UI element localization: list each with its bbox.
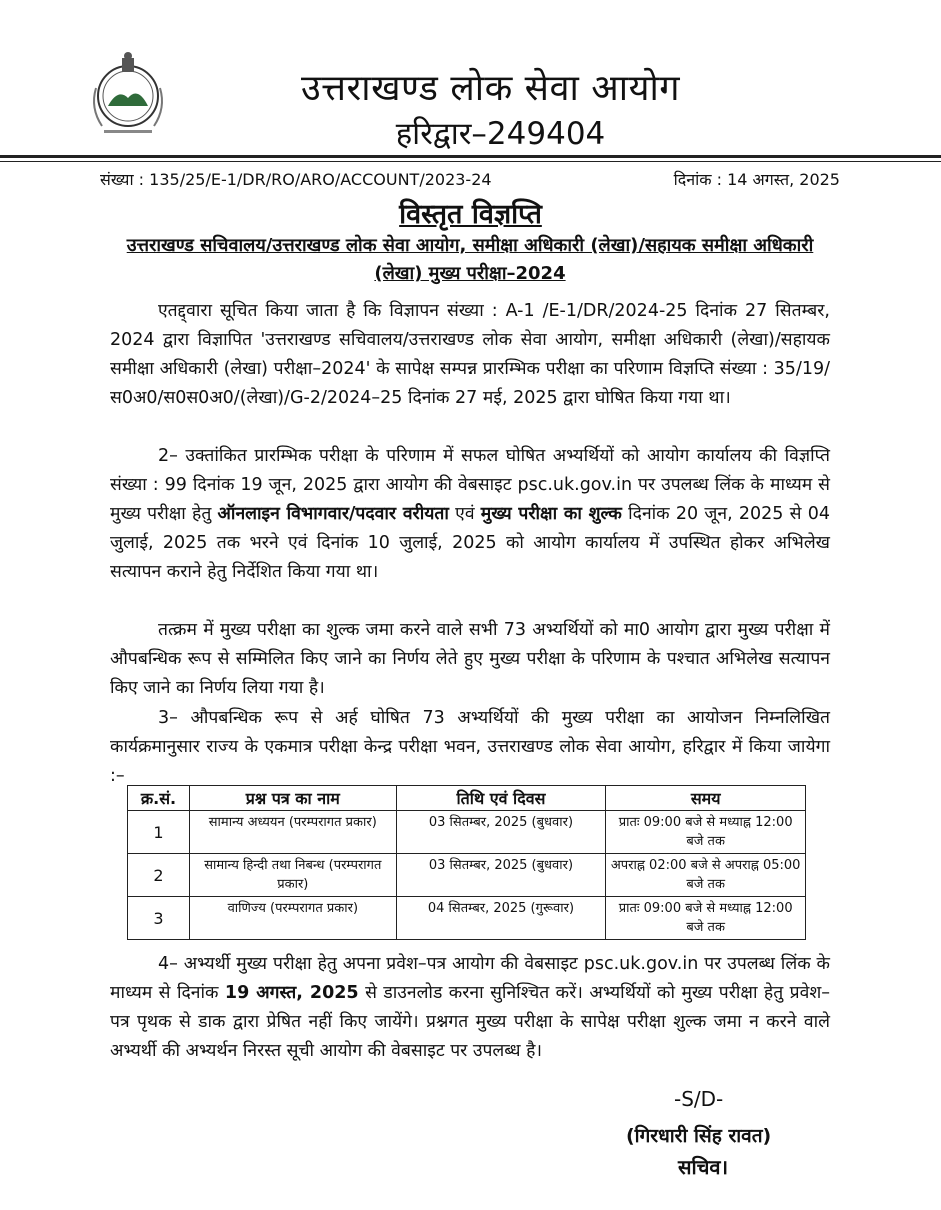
paragraph-2-bold-fee: मुख्य परीक्षा का शुल्क — [480, 504, 622, 524]
document-subject: उत्तराखण्ड सचिवालय/उत्तराखण्ड लोक सेवा आयोग, समीक्षा अधिकारी (लेखा)/सहायक समीक्षा अधिकारी (लेखा) मुख्य परीक्षा–2024 — [126, 235, 814, 284]
signatory-position: सचिव। — [678, 1155, 729, 1179]
organization-name: उत्तराखण्ड लोक सेवा आयोग — [300, 68, 681, 109]
table-header-paper: प्रश्न पत्र का नाम — [189, 786, 396, 811]
table-cell-paper: सामान्य अध्ययन (परम्परागत प्रकार) — [189, 811, 396, 854]
paragraph-4-text: 3– औपबन्धिक रूप से अर्ह घोषित 73 अभ्यर्थियों की मुख्य परीक्षा का आयोजन निम्नलिखित कार्यक्रमानुसार राज्य के एकमात्र परीक्षा केन्द्र परीक्षा भवन, उत्तराखण्ड लोक सेवा आयोग, हरिद्वार में किया जायेगा :– — [110, 708, 830, 786]
table-row — [128, 854, 806, 897]
signature-mark: -S/D- — [674, 1087, 724, 1111]
table-row — [128, 897, 806, 940]
table-cell-serial: 1 — [128, 811, 190, 854]
header-divider-thin — [0, 161, 941, 162]
table-cell-serial: 2 — [128, 854, 190, 897]
table-row — [128, 811, 806, 854]
table-cell-time: अपराह्न 02:00 बजे से अपराह्न 05:00 बजे तक — [606, 854, 806, 897]
signatory-name: (गिरधारी सिंह रावत) — [626, 1125, 772, 1147]
reference-date: दिनांक : 14 अगस्त, 2025 — [673, 170, 840, 189]
paragraph-3 — [110, 616, 830, 703]
document-title: विस्तृत विज्ञप्ति — [399, 199, 542, 230]
table-cell-time: प्रातः 09:00 बजे से मध्याह्न 12:00 बजे तक — [606, 811, 806, 854]
table-cell-date: 04 सितम्बर, 2025 (गुरूवार) — [396, 897, 606, 940]
reference-number: संख्या : 135/25/E-1/DR/RO/ARO/ACCOUNT/2023-24 — [100, 170, 492, 189]
table-cell-paper: वाणिज्य (परम्परागत प्रकार) — [189, 897, 396, 940]
table-cell-paper: सामान्य हिन्दी तथा निबन्ध (परम्परागत प्रकार) — [189, 854, 396, 897]
organization-city: हरिद्वार–249404 — [395, 116, 606, 152]
table-header-serial: क्र.सं. — [128, 786, 190, 811]
paragraph-5-text: 4– अभ्यर्थी मुख्य परीक्षा हेतु अपना प्रवेश–पत्र आयोग की वेबसाइट psc.uk.gov.in पर उपलब्ध लिंक के माध्यम से दिनांक — [110, 954, 830, 1003]
paragraph-3-text: तत्क्रम में मुख्य परीक्षा का शुल्क जमा करने वाले सभी 73 अभ्यर्थियों को मा0 आयोग द्वारा मुख्य परीक्षा में औपबन्धिक रूप से सम्मिलित किए जाने का निर्णय लेते हुए मुख्य परीक्षा के परिणाम के पश्चात अभिलेख सत्यापन किए जाने का निर्णय लिया गया है। — [110, 620, 830, 698]
paragraph-5-text-end: से डाउनलोड करना सुनिश्चित करें। अभ्यर्थियों को मुख्य परीक्षा हेतु प्रवेश–पत्र पृथक से डाक द्वारा प्रेषित नहीं किए जायेंगे। प्रश्नगत मुख्य परीक्षा के सापेक्ष परीक्षा शुल्क जमा न करने वाले अभ्यर्थी की अभ्यर्थन निरस्त सूची आयोग की वेबसाइट पर उपलब्ध है। — [110, 983, 830, 1061]
paragraph-2-text-end: दिनांक 20 जून, 2025 से 04 जुलाई, 2025 तक भरने एवं दिनांक 10 जुलाई, 2025 को आयोग कार्यालय में उपस्थित होकर अभिलेख सत्यापन कराने हेतु निर्देशित किया गया था। — [110, 504, 830, 582]
paragraph-5-bold-date: 19 अगस्त, 2025 — [224, 983, 359, 1003]
paragraph-4 — [110, 704, 830, 791]
header-divider — [0, 155, 941, 158]
table-cell-date: 03 सितम्बर, 2025 (बुधवार) — [396, 811, 606, 854]
paragraph-2 — [110, 442, 830, 587]
table-header-date: तिथि एवं दिवस — [396, 786, 606, 811]
paragraph-5 — [110, 950, 830, 1066]
table-header-time: समय — [606, 786, 806, 811]
exam-schedule-table — [127, 785, 806, 940]
table-cell-time: प्रातः 09:00 बजे से मध्याह्न 12:00 बजे तक — [606, 897, 806, 940]
reference-line — [100, 168, 840, 190]
paragraph-2-text: 2– उक्तांकित प्रारम्भिक परीक्षा के परिणाम में सफल घोषित अभ्यर्थियों को आयोग कार्यालय की विज्ञप्ति संख्या : 99 दिनांक 19 जून, 2025 द्वारा आयोग की वेबसाइट psc.uk.gov.in पर उपलब्ध लिंक के माध्यम से मुख्य परीक्षा हेतु — [110, 446, 830, 524]
paragraph-1-text: एतद्द्वारा सूचित किया जाता है कि विज्ञापन संख्या : A-1 /E-1/DR/2024-25 दिनांक 27 सितम्बर, 2024 द्वारा विज्ञापित 'उत्तराखण्ड सचिवालय/उत्तराखण्ड लोक सेवा आयोग, समीक्षा अधिकारी (लेखा)/सहायक समीक्षा अधिकारी (लेखा) परीक्षा–2024' के सापेक्ष सम्पन्न प्रारम्भिक परीक्षा का परिणाम विज्ञप्ति संख्या : 35/19/स0अ0/स0स0अ0/(लेखा)/G-2/2024–25 दिनांक 27 मई, 2025 द्वारा घोषित किया गया था। — [110, 301, 830, 408]
table-cell-date: 03 सितम्बर, 2025 (बुधवार) — [396, 854, 606, 897]
paragraph-2-text-and: एवं — [448, 504, 481, 524]
paragraph-2-bold-preference: ऑनलाइन विभागवार/पदवार वरीयता — [217, 504, 449, 524]
table-header-row — [128, 786, 806, 811]
table-cell-serial: 3 — [128, 897, 190, 940]
paragraph-1 — [110, 297, 830, 413]
